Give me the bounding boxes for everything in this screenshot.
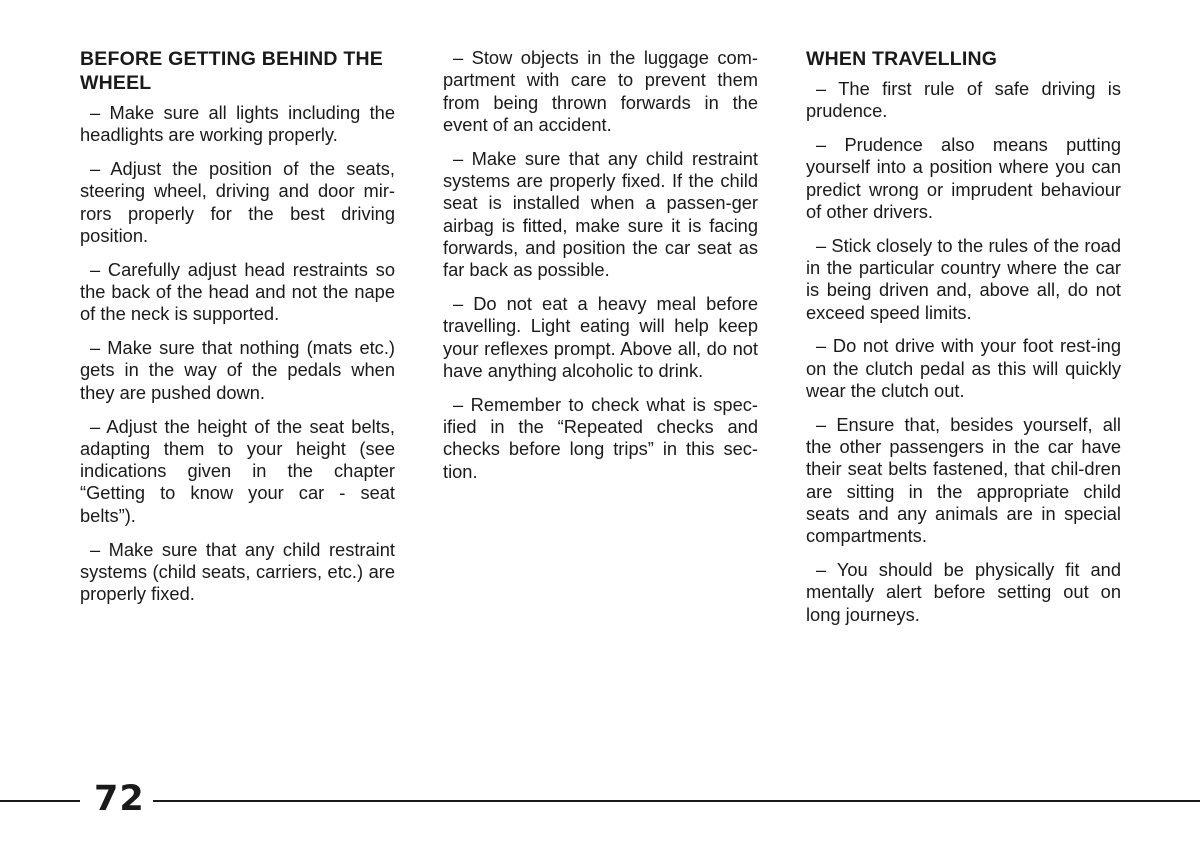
column-when-travelling — [806, 47, 1121, 638]
column-before-getting-behind-wheel — [80, 47, 395, 617]
paragraph: – Make sure all lights including the headlights are working properly. — [80, 102, 395, 146]
paragraph: – The first rule of safe driving is prudence. — [806, 78, 1121, 122]
paragraph: – Stow objects in the luggage com-partment with care to prevent them from being thrown forwards in the event of an accident. — [443, 47, 758, 135]
page-number: 72 — [94, 779, 145, 819]
footer-rule-right — [153, 800, 1200, 802]
paragraph: – Do not drive with your foot rest-ing on the clutch pedal as this will quickly wear the clutch out. — [806, 335, 1121, 402]
paragraph: – Prudence also means putting yourself into a position where you can predict wrong or imprudent behaviour of other drivers. — [806, 134, 1121, 222]
paragraph: – You should be physically fit and mentally alert before setting out on long journeys. — [806, 559, 1121, 625]
paragraph: – Make sure that any child restraint systems (child seats, carriers, etc.) are properly fixed. — [80, 538, 395, 605]
paragraph: – Adjust the position of the seats, steering wheel, driving and door mir-rors properly for the best driving position. — [80, 158, 395, 246]
section-heading: WHEN TRAVELLING — [806, 48, 998, 70]
paragraph: – Make sure that any child restraint systems are properly fixed. If the child seat is installed when a passen-ger airbag is fitted, make sure it is facing forwards, and position the car seat as far back as possible. — [443, 147, 758, 281]
paragraph: – Carefully adjust head restraints so the back of the head and not the nape of the neck is supported. — [80, 258, 395, 325]
column-continued-checks — [443, 47, 758, 494]
section-heading: BEFORE GETTING BEHIND THE WHEEL — [80, 48, 383, 94]
paragraph: – Remember to check what is spec-ified in the “Repeated checks and checks before long trips” in this sec-tion. — [443, 393, 758, 482]
paragraph: – Do not eat a heavy meal before travelling. Light eating will help keep your reflexes prompt. Above all, do not have anything alcoholic to drink. — [443, 292, 758, 381]
paragraph: – Make sure that nothing (mats etc.) gets in the way of the pedals when they are pushed down. — [80, 337, 395, 403]
footer-rule-left — [0, 800, 80, 802]
paragraph: – Stick closely to the rules of the road in the particular country where the car is being driven and, above all, do not exceed speed limits. — [806, 234, 1121, 323]
paragraph: – Adjust the height of the seat belts, adapting them to your height (see indications given in the chapter “Getting to know your car - seat belts”). — [80, 415, 395, 526]
paragraph: – Ensure that, besides yourself, all the other passengers in the car have their seat belts fastened, that chil-dren are sitting in the appropriate child seats and any animals are in special compartments. — [806, 413, 1121, 547]
